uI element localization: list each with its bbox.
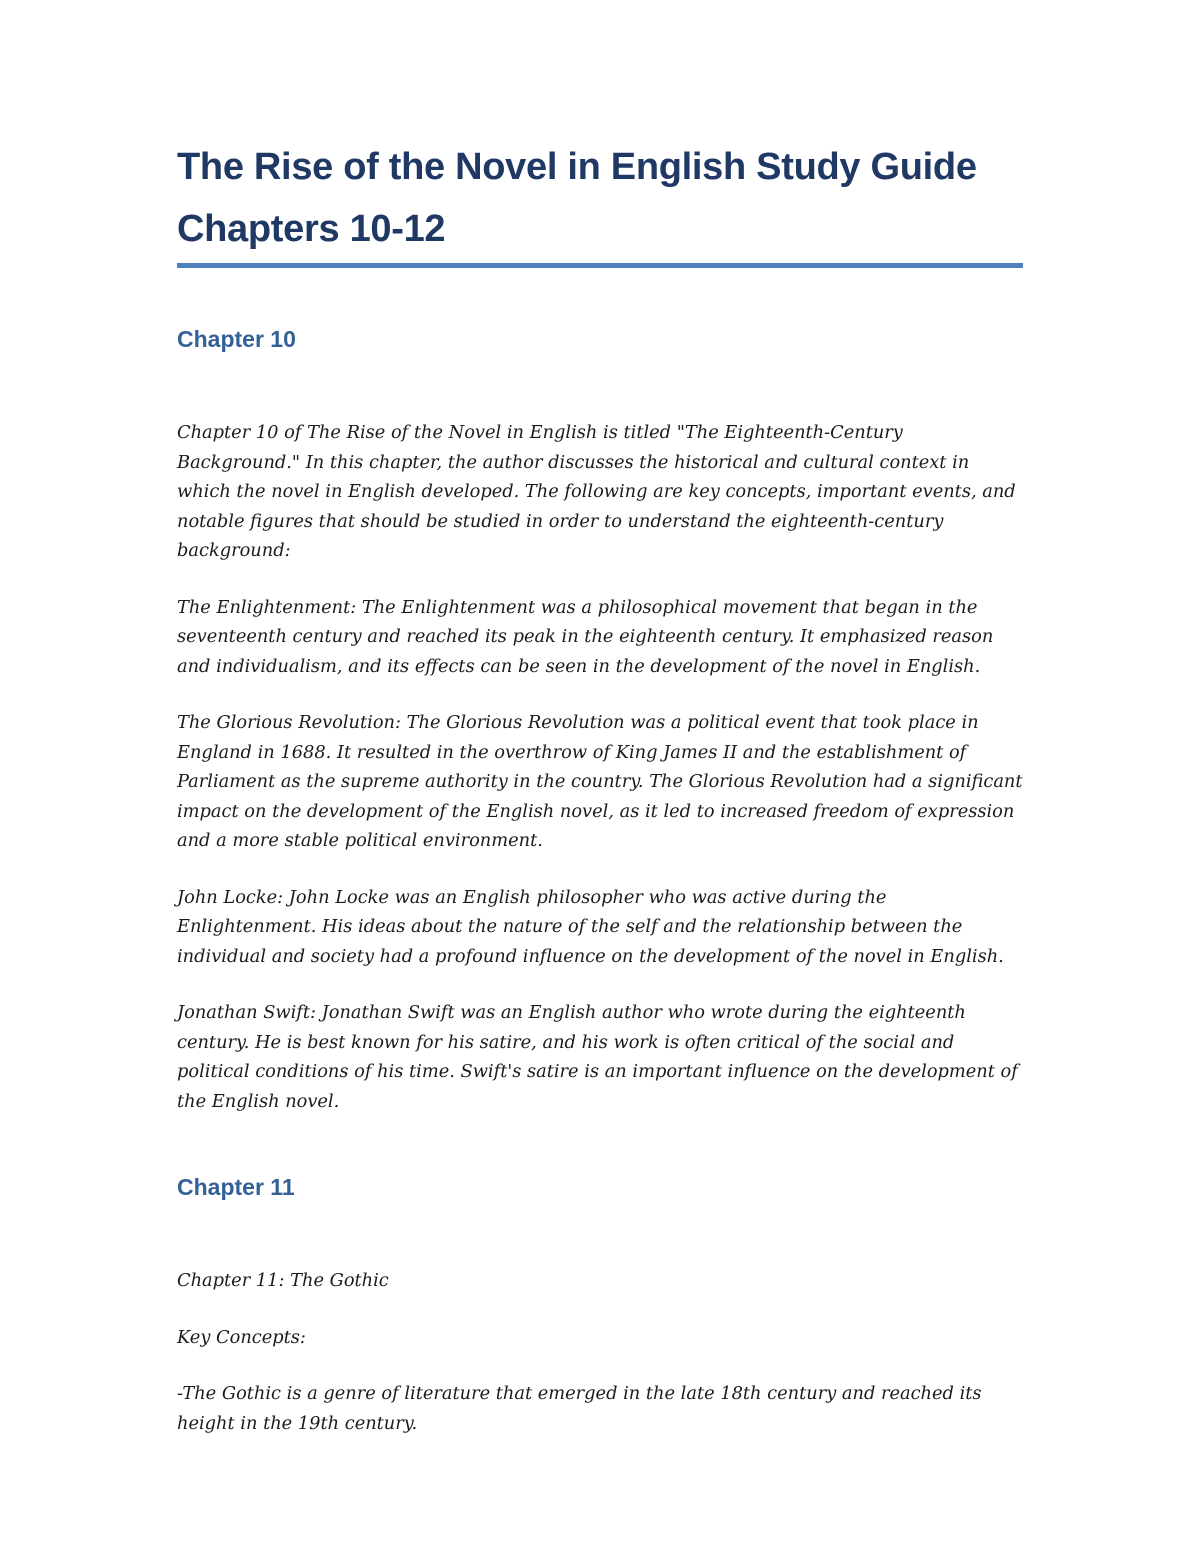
paragraph-john-locke: John Locke: John Locke was an English philosopher who was active during the Enlightenment. His ideas about the nature of the self and the relationship between the individual and society had a profound influence on the development of the novel in English. [177,886,1004,967]
paragraph-jonathan-swift: Jonathan Swift: Jonathan Swift was an English author who wrote during the eighteenth century. He is best known for his satire, and his work is often critical of the social and political conditions of his time. Swift's satire is an important influence on the development of the English novel. [177,1002,1018,1112]
paragraph-the-enlightenment: The Enlightenment: The Enlightenment was a philosophical movement that began in the seventeenth century and reached its peak in the eighteenth century. It emphasized reason and individualism, and its effects can be seen in the development of the novel in English. [177,596,994,677]
paragraph-chapter-11-title: Chapter 11: The Gothic [177,1270,389,1291]
page-title: The Rise of the Novel in English Study Guide Chapters 10-12 [177,136,1023,268]
section-chapter-11 [177,1172,1023,1438]
section-heading-chapter-11: Chapter 11 [177,1174,295,1200]
paragraph-the-glorious-revolution: The Glorious Revolution: The Glorious Revolution was a political event that took place in England in 1688. It resulted in the overthrow of King James II and the establishment of Parliament as the supreme authority in the country. The Glorious Revolution had a significant impact on the development of the English novel, as it led to increased freedom of expression and a more stable political environment. [177,712,1023,851]
section-chapter-10 [177,324,1023,1116]
paragraph-gothic-definition: -The Gothic is a genre of literature that emerged in the late 18th century and reached its height in the 19th century. [177,1383,982,1434]
section-heading-chapter-10: Chapter 10 [177,326,296,352]
paragraph-chapter-10-intro: Chapter 10 of The Rise of the Novel in English is titled "The Eighteenth-Century Background." In this chapter, the author discusses the historical and cultural context in which the novel in English developed. The following are key concepts, important events, and notable figures that should be studied in order to understand the eighteenth-century background: [177,422,1016,561]
paragraph-key-concepts-label: Key Concepts: [177,1326,306,1348]
